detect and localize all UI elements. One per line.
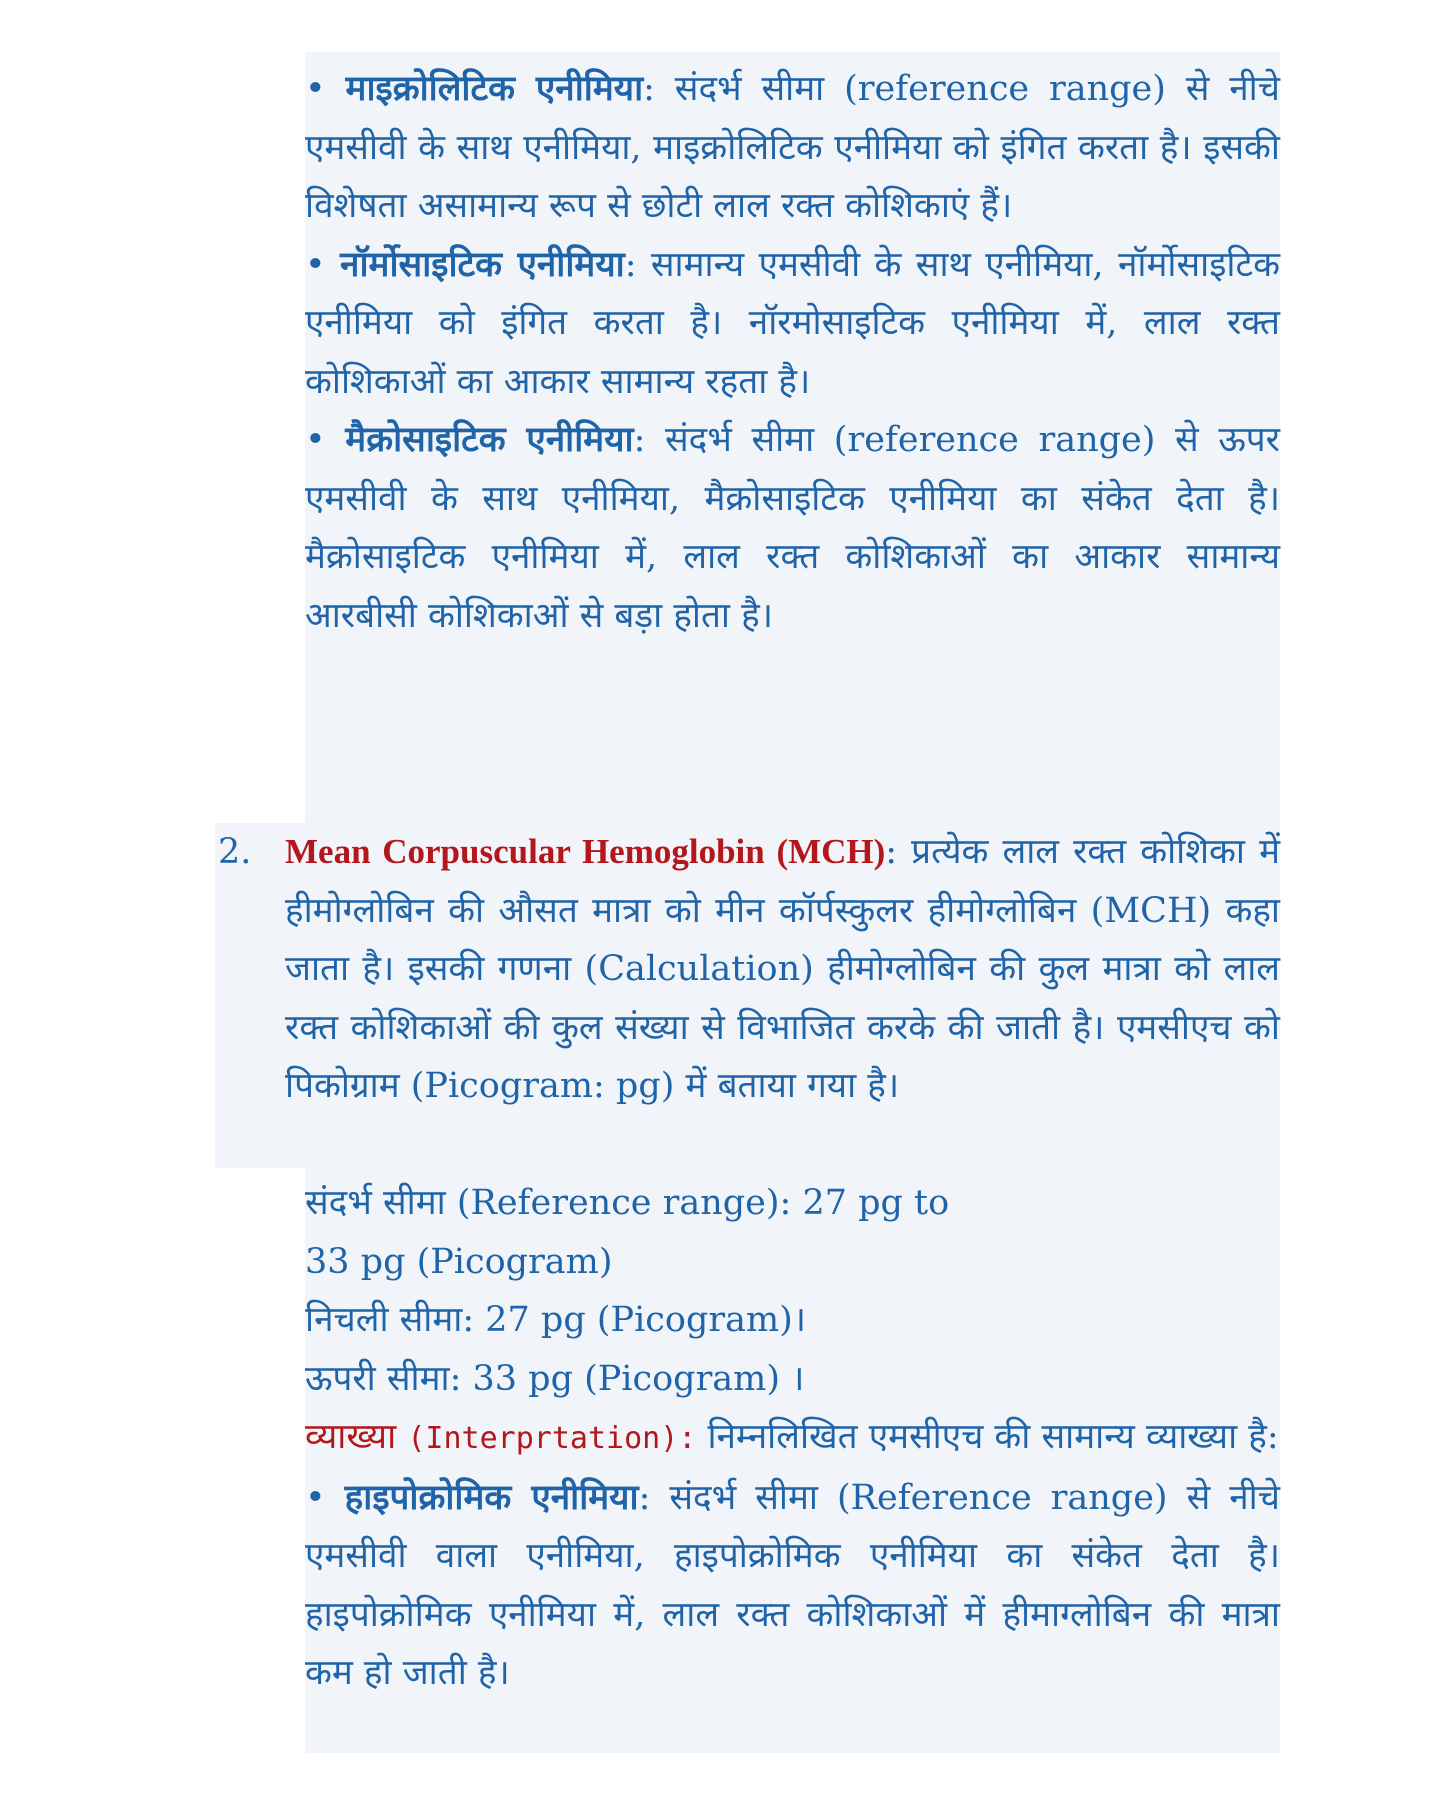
- hypochromic-anemia-text: संदर्भ सीमा (Reference range) से नीचे एमसीवी वाला एनीमिया, हाइपोक्रोमिक एनीमिया का संकेत देता है। हाइपोक्रोमिक एनीमिया में, लाल रक्त कोशिकाओं में हीमाग्लोबिन की मात्रा कम हो जाती है।: [305, 1477, 1280, 1693]
- hypochromic-anemia-paragraph: • हाइपोक्रोमिक एनीमिया: संदर्भ सीमा (Reference range) से नीचे एमसीवी वाला एनीमिया, हाइपोक्रोमिक एनीमिया का संकेत देता है। हाइपोक्रोमिक एनीमिया में, लाल रक्त कोशिकाओं में हीमाग्लोबिन की मात्रा कम हो जाती है।: [305, 1476, 1280, 1693]
- mch-paragraph: Mean Corpuscular Hemoglobin (MCH): प्रत्येक लाल रक्त कोशिका में हीमोग्लोबिन की औसत मात्रा को मीन कॉर्पस्कुलर हीमोग्लोबिन (MCH) कहा जाता है। इसकी गणना (Calculation) हीमोग्लोबिन की कुल मात्रा को लाल रक्त कोशिकाओं की कुल संख्या से विभाजित करके की जाती है। एमसीएच को पिकोग्राम (Picogram: pg) में बताया गया है।: [285, 832, 1280, 1106]
- mch-interpretation: [305, 1408, 1280, 1469]
- mch-section: [285, 823, 1280, 1116]
- bullet: •: [305, 69, 326, 109]
- hypochromic-anemia-term: हाइपोक्रोमिक एनीमिया: [344, 1476, 639, 1518]
- interpretation-label-en: (Interprtation):: [407, 1421, 697, 1456]
- macrocytic-anemia-paragraph: • मैक्रोसाइटिक एनीमिया: संदर्भ सीमा (reference range) से ऊपर एमसीवी के साथ एनीमिया, मैक्रोसाइटिक एनीमिया का संकेत देता है। मैक्रोसाइटिक एनीमिया में, लाल रक्त कोशिकाओं का आकार सामान्य आरबीसी कोशिकाओं से बड़ा होता है।: [305, 419, 1280, 636]
- normocytic-anemia-paragraph: • नॉर्मोसाइटिक एनीमिया: सामान्य एमसीवी के साथ एनीमिया, नॉर्मोसाइटिक एनीमिया को इंगित करता है। नॉरमोसाइटिक एनीमिया में, लाल रक्त कोशिकाओं का आकार सामान्य रहता है।: [305, 243, 1280, 402]
- mch-heading: Mean Corpuscular Hemoglobin (MCH): [285, 832, 886, 871]
- microlytic-anemia-text: संदर्भ सीमा (reference range) से नीचे एमसीवी के साथ एनीमिया, माइक्रोलिटिक एनीमिया को इंगित करता है। इसकी विशेषता असामान्य रूप से छोटी लाल रक्त कोशिकाएं हैं।: [305, 69, 1280, 226]
- bullet: •: [305, 420, 326, 460]
- interpretation-label: व्याख्या: [305, 1417, 397, 1457]
- macrocytic-anemia-term: मैक्रोसाइटिक एनीमिया: [345, 419, 634, 460]
- microlytic-anemia-paragraph: • माइक्रोलिटिक एनीमिया: संदर्भ सीमा (reference range) से नीचे एमसीवी के साथ एनीमिया, माइक्रोलिटिक एनीमिया को इंगित करता है। इसकी विशेषता असामान्य रूप से छोटी लाल रक्त कोशिकाएं हैं।: [305, 68, 1280, 226]
- mch-definition: प्रत्येक लाल रक्त कोशिका में हीमोग्लोबिन की औसत मात्रा को मीन कॉर्पस्कुलर हीमोग्लोबिन (MCH) कहा जाता है। इसकी गणना (Calculation) हीमोग्लोबिन की कुल मात्रा को लाल रक्त कोशिकाओं की कुल संख्या से विभाजित करके की जाती है। एमसीएच को पिकोग्राम (Picogram: pg) में बताया गया है।: [285, 832, 1280, 1106]
- macrocytic-anemia-text: संदर्भ सीमा (reference range) से ऊपर एमसीवी के साथ एनीमिया, मैक्रोसाइटिक एनीमिया का संकेत देता है। मैक्रोसाइटिक एनीमिया में, लाल रक्त कोशिकाओं का आकार सामान्य आरबीसी कोशिकाओं से बड़ा होता है।: [305, 420, 1280, 636]
- mch-details: [305, 1174, 1280, 1703]
- mcv-bullets: [305, 60, 1280, 645]
- mch-reference-range: संदर्भ सीमा (Reference range): 27 pg to 33 pg (Picogram): [305, 1183, 950, 1282]
- bullet: •: [305, 244, 326, 285]
- normocytic-anemia-term: नॉर्मोसाइटिक एनीमिया: [340, 243, 625, 285]
- normocytic-anemia-text: सामान्य एमसीवी के साथ एनीमिया, नॉर्मोसाइटिक एनीमिया को इंगित करता है। नॉरमोसाइटिक एनीमिया में, लाल रक्त कोशिकाओं का आकार सामान्य रहता है।: [305, 244, 1280, 402]
- mch-lower-limit: निचली सीमा: 27 pg (Picogram)।: [305, 1300, 807, 1340]
- microlytic-anemia-term: माइक्रोलिटिक एनीमिया: [345, 68, 644, 109]
- mch-upper-limit: ऊपरी सीमा: 33 pg (Picogram) ।: [305, 1358, 805, 1399]
- bullet: •: [305, 1477, 326, 1518]
- interpretation-text: निम्नलिखित एमसीएच की सामान्य व्याख्या है:: [696, 1417, 1279, 1457]
- list-number: 2.: [218, 832, 252, 872]
